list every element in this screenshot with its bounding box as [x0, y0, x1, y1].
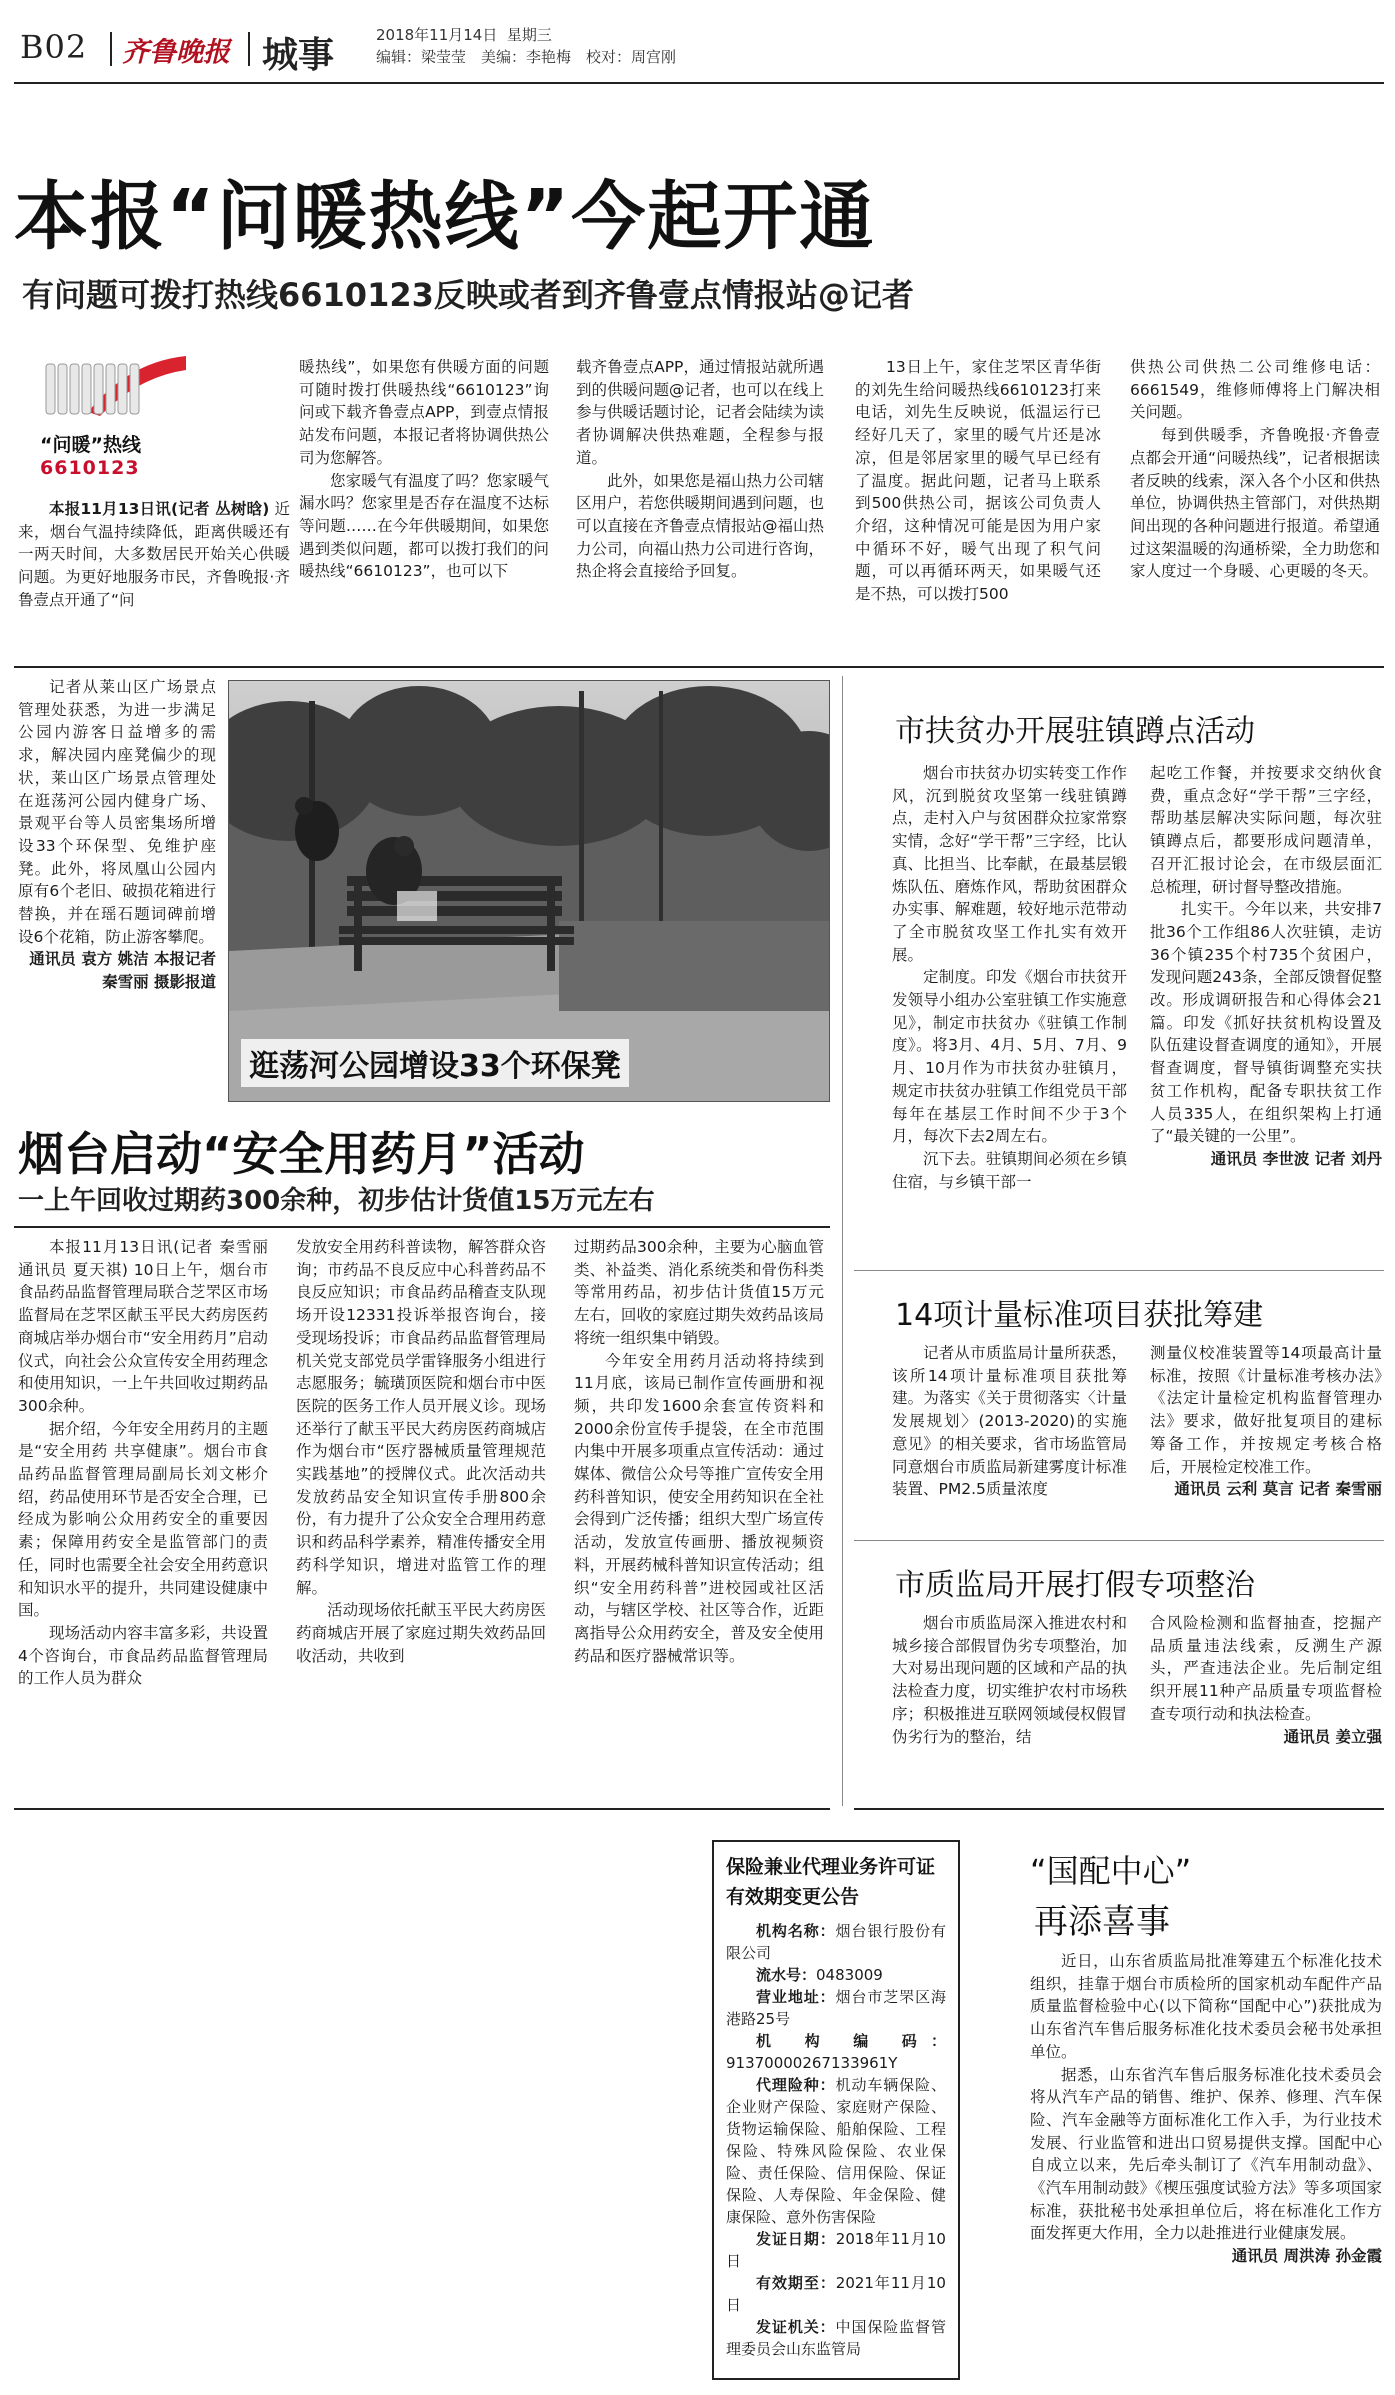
- drug-col1-p1: 本报11月13日讯(记者 秦雪丽 通讯员 夏天祺) 10日上午，烟台市食品药品监督管理局联合芝罘区市场监督局在芝罘区献玉平民大药房医药商城店举办烟台市“安全用药月”启动仪式，向社会公众宣传安全用药理念和使用知识，一上午共回收过期药品300余种。: [18, 1238, 268, 1415]
- park-photo-image: [229, 681, 829, 1101]
- drug-col1-p3: 现场活动内容丰富多彩，共设置4个咨询台，市食品药品监督管理局的工作人员为群众: [18, 1623, 268, 1688]
- poverty-col1-p2: 定制度。印发《烟台市扶贫开发领导小组办公室驻镇工作实施意见》，制定市扶贫办《驻镇工作制度》。将3月、4月、5月、7月、9月、10月作为市扶贫办驻镇月，规定市扶贫办驻镇工作组党员干部每年在基层工作时间不少于3个月，每次下去2周左右。: [892, 968, 1127, 1146]
- lead-col3-p2: 此外，如果您是福山热力公司辖区用户，若您供暖期间遇到问题，也可以直接在齐鲁壹点情报站@福山热力公司，向福山热力公司进行咨询，热企将会直接给予回复。: [576, 471, 825, 581]
- park-photo-caption: 逛荡河公园增设33个环保凳: [241, 1039, 629, 1087]
- header-date: 2018年11月14日: [376, 26, 498, 44]
- drug-col3-p2: 今年安全用药月活动将持续到11月底，该局已制作宣传画册和视频，共印发1600余套宣传资料和2000余份宣传手提袋，在全市范围内集中开展多项重点宣传活动：通过媒体、微信公众号等推广宣传安全用药科普知识，使安全用药知识在全社会得到广泛传播；组织大型广场宣传活动，发放宣传画册、播放视频资料，开展药械科普知识宣传活动；组织“安全用药科普”进校园或社区活动，与辖区学校、社区等合作，近距离指导公众用药安全，普及安全使用药品和医疗器械常识等。: [574, 1351, 824, 1665]
- notice-row: [726, 1920, 946, 1964]
- lead-col5-p1: 供热公司供热二公司维修电话：6661549，维修师傅将上门解决相关问题。: [1130, 358, 1380, 422]
- drug-col2-p1: 发放安全用药科普读物，解答群众咨询；市药品不良反应中心科普药品不良反应知识；市食品药品稽查支队现场开设12331投诉举报咨询台，接受现场投诉；市食品药品监督管理局机关党支部党员学雷锋服务小组进行志愿服务；毓璜顶医院和烟台市中医医院的医务工作人员开展义诊。现场还举行了献玉平民大药房医药商城店作为烟台市“医疗器械质量管理规范实践基地”的授牌仪式。此次活动共发放药品安全知识宣传手册800余份，有力提升了公众安全合理用药意识和药品科学素养，精准传播安全用药科学知识，增进对监管工作的理解。: [296, 1238, 546, 1597]
- metrology-title: 14项计量标准项目获批筹建: [895, 1298, 1264, 1333]
- fake-credit: 通讯员 姜立强: [1283, 1727, 1382, 1746]
- notice-row-value: 2018年11月10日: [726, 2230, 946, 2270]
- notice-row: [726, 2074, 946, 2228]
- insurance-notice: [712, 1840, 960, 2380]
- notice-row-value: 烟台市芝罘区海港路25号: [726, 1988, 946, 2028]
- notice-row: [726, 2316, 946, 2360]
- notice-row-key: 代理险种：: [756, 2076, 836, 2094]
- national-title-2: 再添喜事: [1034, 1902, 1170, 1942]
- park-photo: [228, 680, 830, 1102]
- notice-row: [726, 1986, 946, 2030]
- lead-col2-p1: 暖热线”，如果您有供暖方面的问题可随时拨打供暖热线“6610123”询问或下载齐鲁壹点APP，到壹点情报站发布问题，本报记者将协调供热公司为您解答。: [299, 358, 549, 467]
- fake-title: 市质监局开展打假专项整治: [895, 1568, 1255, 1603]
- logo-number: 6610123: [40, 457, 140, 479]
- notice-row-value: 91370000267133961Y: [726, 2054, 898, 2072]
- metrology-col1: 记者从市质监局计量所获悉，该所14项计量标准项目获批筹建。为落实《关于贯彻落实〈计量发展规划〉(2013-2020)的实施意见》的相关要求，省市场监管局同意烟台市质监局新建雾度计标准装置、PM2.5质量浓度: [892, 1344, 1127, 1499]
- drug-col1-p2: 据介绍，今年安全用药月的主题是“安全用药 共享健康”。烟台市食品药品监督管理局副局长刘文彬介绍，药品使用环节是否安全合理，已经成为影响公众用药安全的重要因素；保障用药安全是监管部门的责任，同时也需要全社会安全用药意识和知识水平的提升，共同建设健康中国。: [18, 1419, 268, 1620]
- lead-col4-p1: 13日上午，家住芝罘区青华街的刘先生给问暖热线6610123打来电话，刘先生反映说，低温运行已经好几天了，家里的暖气片还是冰凉，但是邻居家里的暖气早已经有了温度。据此问题，记者马上联系到500供热公司，据该公司负责人介绍，这种情况可能是因为用户家中循环不好，暖气出现了积气问题，可以再循环两天，如果暖气还是不热，可以拨打500: [855, 358, 1101, 604]
- notice-row: [726, 2030, 946, 2074]
- national-p2: 据悉，山东省汽车售后服务标准化技术委员会将从汽车产品的销售、维护、保养、修理、汽车保险、汽车金融等方面标准化工作入手，为行业技术发展、行业监管和进出口贸易提供支撑。国配中心自成立以来，先后牵头制订了《汽车用制动盘》、《汽车用制动鼓》《楔压强度试验方法》等多项国家标准，获批秘书处承担单位后，将在标准化工作方面发挥更大作用，全力以赴推进行业健康发展。: [1030, 2065, 1382, 2243]
- notice-row-key: 发证机关：: [756, 2318, 836, 2336]
- poverty-title: 市扶贫办开展驻镇蹲点活动: [895, 714, 1255, 749]
- heating-hotline-logo: [18, 352, 188, 482]
- fake-col2: 合风险检测和监督抽查，挖掘产品质量违法线索，反溯生产源头，严查违法企业。先后制定组织开展11种产品质量专项监督检查专项行动和执法检查。: [1150, 1614, 1382, 1723]
- drug-subtitle: 一上午回收过期药300余种，初步估计货值15万元左右: [18, 1186, 655, 1216]
- poverty-col2-p2: 扎实干。今年以来，共安排7批36个工作组86人次驻镇，走访36个镇235个村735个贫困户，发现问题243条，全部反馈督促整改。形成调研报告和心得体会21篇。印发《抓好扶贫机构设置及队伍建设督查调度的通知》，开展督查调度，督导镇街调整充实扶贫工作机构，配备专职扶贫工作人员335人，在组织架构上打通了“最关键的一公里”。: [1150, 900, 1382, 1146]
- section-name: 城事: [262, 35, 335, 76]
- park-credit: 通讯员 袁方 姚洁 本报记者 秦雪丽 摄影报道: [29, 950, 216, 992]
- notice-row-value: 2021年11月10日: [726, 2274, 946, 2314]
- lead-col3-p1: 载齐鲁壹点APP，通过情报站就所遇到的供暖问题@记者，也可以在线上参与供暖话题讨论，记者会陆续为读者协调解决供热难题，全程参与报道。: [576, 358, 825, 467]
- notice-row-key: 机 构 编 码：: [756, 2032, 946, 2050]
- radiator-icon: [18, 352, 186, 420]
- notice-row-value: 机动车辆保险、企业财产保险、家庭财产保险、货物运输保险、船舶保险、工程保险、特殊风险保险、农业保险、责任保险、信用保险、保证保险、人寿保险、年金保险、健康保险、意外伤害保险: [726, 2076, 946, 2226]
- notice-title: 保险兼业代理业务许可证有效期变更公告: [726, 1856, 936, 1908]
- fake-col1: 烟台市质监局深入推进农村和城乡接合部假冒伪劣专项整治，加大对易出现问题的区域和产品的执法检查力度，切实维护农村市场秩序；积极推进互联网领域侵权假冒伪劣行为的整治，结: [892, 1614, 1127, 1746]
- notice-row: [726, 1964, 946, 1986]
- drug-col2-p2: 活动现场依托献玉平民大药房医药商城店开展了家庭过期失效药品回收活动，共收到: [296, 1601, 546, 1665]
- paper-logo: 齐鲁晚报: [122, 37, 230, 68]
- notice-row-value: 中国保险监督管理委员会山东监管局: [726, 2318, 946, 2358]
- lead-col1-text: 近来，烟台气温持续降低，距离供暖还有一两天时间，大多数居民开始关心供暖问题。为更好地服务市民，齐鲁晚报·齐鲁壹点开通了“问: [18, 500, 290, 609]
- notice-row-key: 流水号：: [756, 1966, 817, 1984]
- poverty-col2-p1: 起吃工作餐，并按要求交纳伙食费，重点念好“学干帮”三字经，帮助基层解决实际问题，每次驻镇蹲点后，都要形成问题清单，召开汇报讨论会，在市级层面汇总梳理，研讨督导整改措施。: [1150, 764, 1382, 896]
- notice-row: [726, 2228, 946, 2272]
- notice-row-key: 有效期至：: [756, 2274, 836, 2292]
- drug-col3-p1: 过期药品300余种，主要为心脑血管类、补益类、消化系统类和骨伤科类等常用药品，初步估计货值15万元左右，回收的家庭过期失效药品该局将统一组织集中销毁。: [574, 1238, 824, 1347]
- notice-row-key: 发证日期：: [756, 2230, 836, 2248]
- poverty-col1-p3: 沉下去。驻镇期间必须在乡镇住宿，与乡镇干部一: [892, 1149, 1127, 1191]
- notice-row-key: 机构名称：: [756, 1922, 836, 1940]
- poverty-credit: 通讯员 李世波 记者 刘丹: [1210, 1149, 1382, 1168]
- page-code: B02: [20, 28, 88, 66]
- notice-row-value: 烟台银行股份有限公司: [726, 1922, 946, 1962]
- national-p1: 近日，山东省质监局批准筹建五个标准化技术组织，挂靠于烟台市质检所的国家机动车配件产品质量监督检验中心(以下简称“国配中心”)获批成为山东省汽车售后服务标准化技术委员会秘书处承担单位。: [1030, 1952, 1382, 2061]
- park-text: 记者从莱山区广场景点管理处获悉，为进一步满足公园内游客日益增多的需求，解决园内座凳偏少的现状，莱山区广场景点管理处在逛荡河公园内健身广场、景观平台等人员密集场所增设33个环保型、免维护座凳。此外，将凤凰山公园内原有6个老旧、破损花箱进行替换，并在瑶石题词碑前增设6个花箱，防止游客攀爬。: [18, 678, 216, 946]
- national-credit: 通讯员 周洪涛 孙金霞: [1231, 2247, 1382, 2266]
- notice-row-key: 营业地址：: [756, 1988, 836, 2006]
- lead-byline: 本报11月13日讯(记者 丛树晗): [49, 500, 270, 518]
- national-title-1: “国配中心”: [1030, 1852, 1192, 1890]
- poverty-col1-p1: 烟台市扶贫办切实转变工作作风，沉到脱贫攻坚第一线驻镇蹲点，走村入户与贫困群众拉家常察实情，念好“学干帮”三字经，比认真、比担当、比奉献，在最基层锻炼队伍、磨炼作风，帮助贫困群众办实事、解难题，较好地示范带动了全市脱贫攻坚工作扎实有效开展。: [892, 764, 1127, 964]
- lead-headline: 本报“问暖热线”今起开通: [14, 174, 876, 260]
- lead-subhead: 有问题可拨打热线6610123反映或者到齐鲁壹点情报站@记者: [22, 276, 914, 314]
- metrology-credit: 通讯员 云利 莫言 记者 秦雪丽: [1174, 1480, 1382, 1499]
- notice-row-value: 0483009: [816, 1966, 883, 1984]
- drug-title: 烟台启动“安全用药月”活动: [18, 1127, 585, 1181]
- logo-label: “问暖”热线: [40, 434, 141, 456]
- metrology-col2: 测量仪校准装置等14项最高计量标准，按照《计量标准考核办法》《法定计量检定机构监督管理办法》要求，做好批复项目的建标筹备工作，并按规定考核合格后，开展检定校准工作。: [1150, 1344, 1382, 1476]
- header-weekday: 星期三: [506, 26, 552, 44]
- notice-row: [726, 2272, 946, 2316]
- header-credits: 编辑：梁莹莹 美编：李艳梅 校对：周宫刚: [376, 48, 677, 66]
- lead-col5-p2: 每到供暖季，齐鲁晚报·齐鲁壹点都会开通“问暖热线”，记者根据读者反映的线索，深入各个小区和供热单位，协调供热主管部门，对供热期间出现的各种问题进行报道。希望通过这架温暖的沟通桥梁，全力助您和家人度过一个身暖、心更暖的冬天。: [1130, 426, 1380, 581]
- lead-col2-p2: 您家暖气有温度了吗？您家暖气漏水吗？您家里是否存在温度不达标等问题……在今年供暖期间，如果您遇到类似问题，都可以拨打我们的问暖热线“6610123”，也可以下: [299, 471, 549, 581]
